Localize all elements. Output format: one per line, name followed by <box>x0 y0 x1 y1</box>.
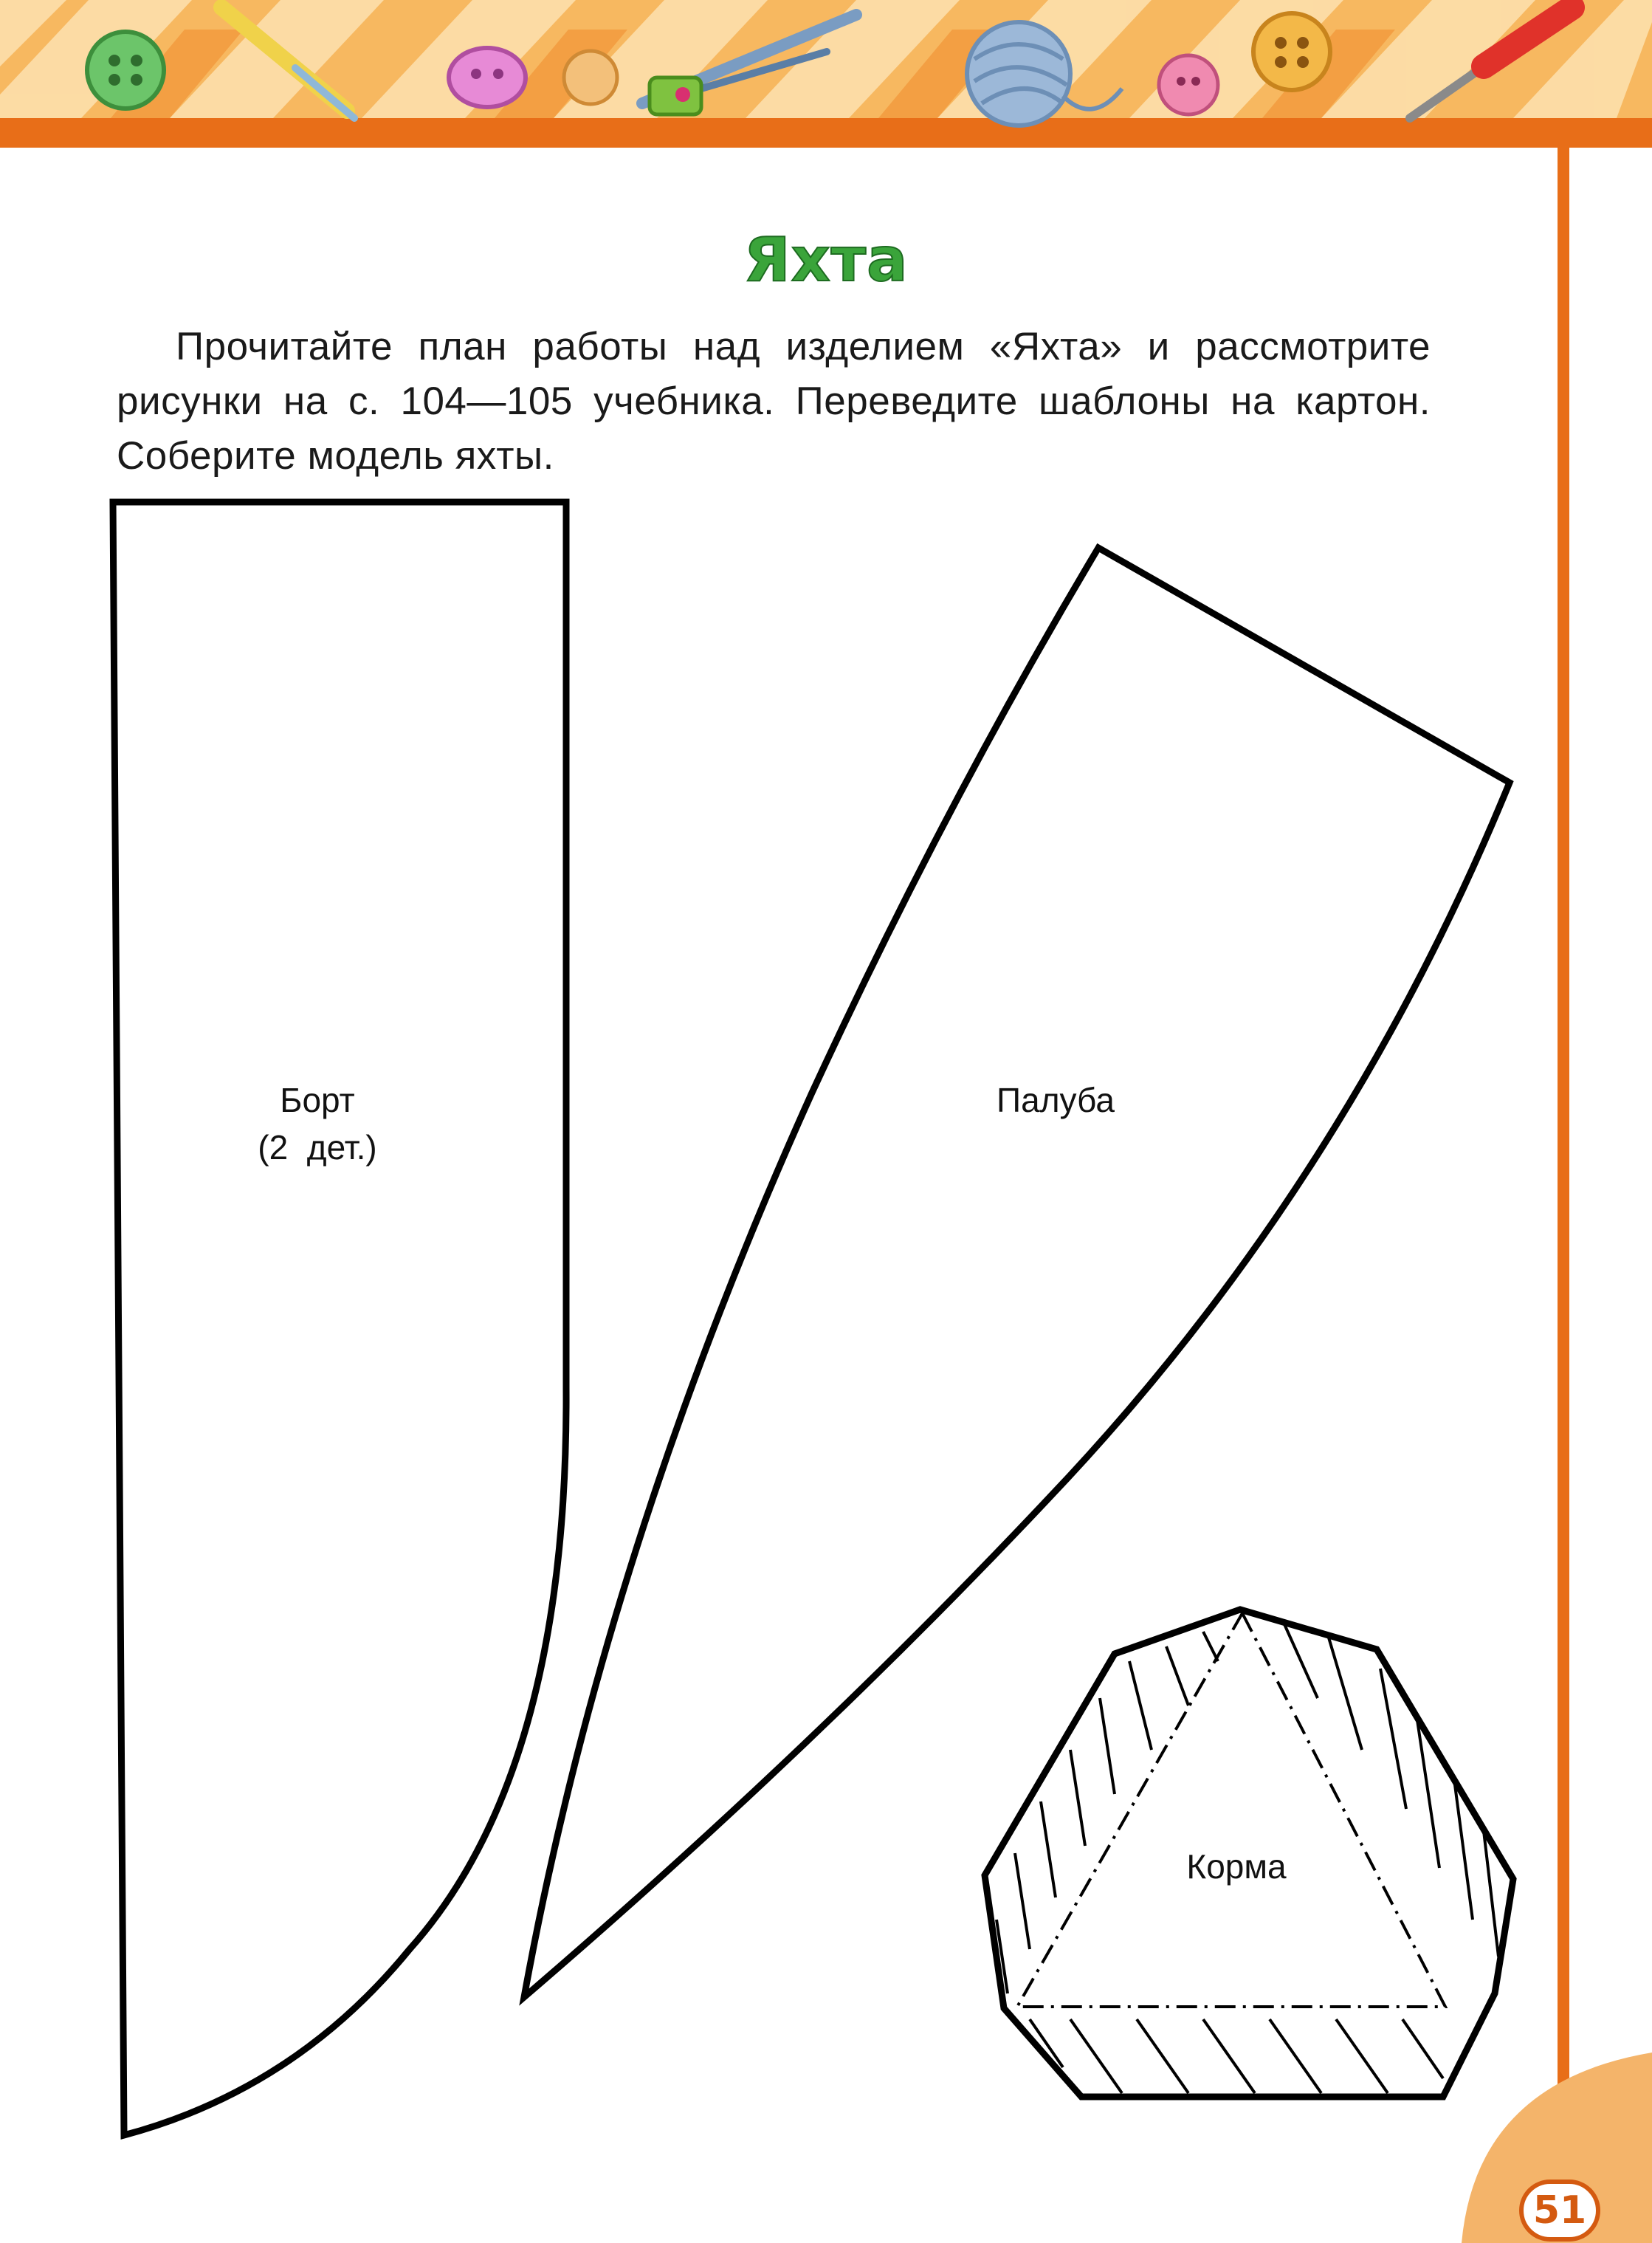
intro-paragraph: Прочитайте план работы над изделием «Яхта» и рассмотрите рисунки на с. 104—105 учебника. Переведите шаблоны на картон. Соберите модель яхты. <box>117 325 1431 478</box>
bort-count: (2 дет.) <box>258 1128 377 1167</box>
page-title: Яхта <box>743 224 909 295</box>
paluba-template <box>524 548 1510 1997</box>
paluba-label: Палуба <box>997 1081 1115 1119</box>
page-number: 51 <box>1519 2180 1600 2242</box>
bort-label-block <box>221 1076 413 1171</box>
bort-template <box>113 502 566 2135</box>
bort-label: Борт <box>280 1081 355 1119</box>
korma-label: Корма <box>1186 1847 1287 1886</box>
